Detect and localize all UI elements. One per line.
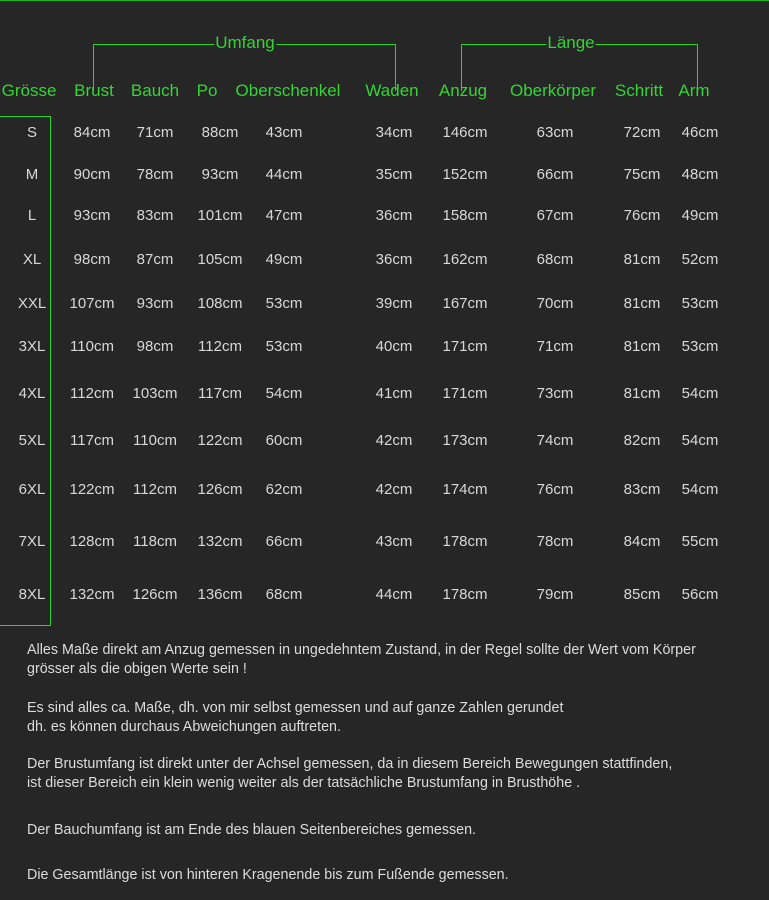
- measure-cell-bauch: 93cm: [136, 295, 174, 312]
- measure-cell-oberkoerper: 68cm: [536, 251, 574, 268]
- measure-cell-po: 105cm: [197, 251, 243, 268]
- measure-cell-bauch: 83cm: [136, 207, 174, 224]
- note-line: dh. es können durchaus Abweichungen auftreten.: [27, 719, 341, 735]
- measure-cell-waden: 44cm: [375, 586, 413, 603]
- measure-cell-anzug: 162cm: [442, 251, 488, 268]
- laenge-group-label: Länge: [547, 33, 595, 52]
- measure-cell-oberkoerper: 71cm: [536, 338, 574, 355]
- measure-cell-brust: 117cm: [70, 432, 114, 449]
- note-line: Der Brustumfang ist direkt unter der Achsel gemessen, da in diesem Bereich Bewegungen stattfinden,: [27, 756, 673, 772]
- measure-cell-po: 132cm: [197, 533, 243, 550]
- measure-cell-schritt: 82cm: [623, 432, 661, 449]
- measure-cell-brust: 90cm: [73, 166, 111, 183]
- measure-cell-anzug: 171cm: [442, 338, 488, 355]
- measure-cell-bauch: 87cm: [136, 251, 174, 268]
- measure-cell-bauch: 110cm: [133, 432, 177, 449]
- measure-cell-brust: 122cm: [69, 481, 115, 498]
- size-label: S: [26, 124, 38, 141]
- measure-cell-bauch: 126cm: [132, 586, 178, 603]
- measure-cell-oberkoerper: 79cm: [536, 586, 574, 603]
- measure-cell-brust: 112cm: [70, 385, 114, 402]
- measure-cell-schritt: 84cm: [623, 533, 661, 550]
- measure-cell-bauch: 103cm: [132, 385, 178, 402]
- measure-cell-bauch: 78cm: [136, 166, 174, 183]
- measure-cell-oberschenkel: 66cm: [265, 533, 303, 550]
- measure-cell-oberschenkel: 54cm: [265, 385, 303, 402]
- measure-cell-schritt: 83cm: [623, 481, 661, 498]
- measure-cell-brust: 132cm: [69, 586, 115, 603]
- note-paragraph: [27, 755, 762, 793]
- measure-cell-oberkoerper: 76cm: [536, 481, 574, 498]
- umfang-group-label: Umfang: [215, 33, 275, 52]
- measure-cell-arm: 53cm: [681, 338, 719, 355]
- size-label: XL: [22, 251, 42, 268]
- measure-cell-brust: 98cm: [73, 251, 111, 268]
- size-label: 5XL: [18, 432, 46, 449]
- header-oberkoerper: Oberkörper: [510, 81, 596, 100]
- measure-cell-brust: 128cm: [69, 533, 115, 550]
- header-brust: Brust: [74, 81, 114, 100]
- measure-cell-anzug: 173cm: [442, 432, 488, 449]
- note-line: Alles Maße direkt am Anzug gemessen in ungedehntem Zustand, in der Regel sollte der Wert vom Körper: [27, 642, 696, 658]
- note-line: grösser als die obigen Werte sein !: [27, 661, 247, 677]
- measure-cell-oberschenkel: 47cm: [265, 207, 303, 224]
- measure-cell-po: 126cm: [197, 481, 243, 498]
- measure-cell-oberkoerper: 78cm: [536, 533, 574, 550]
- measure-cell-bauch: 112cm: [133, 481, 177, 498]
- measure-cell-oberschenkel: 44cm: [265, 166, 303, 183]
- measure-cell-oberkoerper: 63cm: [536, 124, 574, 141]
- measure-cell-oberkoerper: 67cm: [536, 207, 574, 224]
- measure-cell-schritt: 81cm: [623, 251, 661, 268]
- measure-cell-anzug: 178cm: [442, 586, 488, 603]
- note-line: Es sind alles ca. Maße, dh. von mir selbst gemessen und auf ganze Zahlen gerundet: [27, 700, 564, 716]
- measure-cell-oberkoerper: 66cm: [536, 166, 574, 183]
- measure-cell-bauch: 98cm: [136, 338, 174, 355]
- measure-cell-waden: 34cm: [375, 124, 413, 141]
- measure-cell-oberschenkel: 68cm: [265, 586, 303, 603]
- measure-cell-arm: 54cm: [681, 481, 719, 498]
- note-paragraph: [27, 641, 762, 679]
- measure-cell-brust: 110cm: [70, 338, 114, 355]
- measure-cell-schritt: 85cm: [623, 586, 661, 603]
- header-po: Po: [196, 81, 218, 100]
- size-label: XXL: [17, 295, 47, 312]
- measure-cell-po: 108cm: [197, 295, 243, 312]
- measure-cell-arm: 56cm: [681, 586, 719, 603]
- measure-cell-brust: 107cm: [69, 295, 115, 312]
- measure-cell-oberschenkel: 62cm: [265, 481, 303, 498]
- header-waden: Waden: [365, 81, 419, 100]
- note-paragraph: [27, 699, 762, 737]
- measure-cell-brust: 84cm: [73, 124, 111, 141]
- header-anzug: Anzug: [438, 81, 488, 100]
- measure-cell-anzug: 158cm: [442, 207, 488, 224]
- measure-cell-arm: 46cm: [681, 124, 719, 141]
- note-line: Der Bauchumfang ist am Ende des blauen Seitenbereiches gemessen.: [27, 822, 477, 838]
- size-label: 7XL: [18, 533, 46, 550]
- measure-cell-anzug: 167cm: [442, 295, 488, 312]
- measure-cell-schritt: 76cm: [623, 207, 661, 224]
- measure-cell-arm: 54cm: [681, 432, 719, 449]
- header-oberschenkel: Oberschenkel: [235, 81, 341, 100]
- measure-cell-anzug: 152cm: [442, 166, 488, 183]
- measure-cell-schritt: 81cm: [623, 295, 661, 312]
- measure-cell-anzug: 146cm: [442, 124, 488, 141]
- measure-cell-oberschenkel: 60cm: [265, 432, 303, 449]
- measure-cell-waden: 35cm: [375, 166, 413, 183]
- header-arm: Arm: [678, 81, 710, 100]
- note-paragraph: [27, 866, 762, 885]
- size-label: 8XL: [18, 586, 46, 603]
- size-label: M: [25, 166, 39, 183]
- measure-cell-po: 136cm: [197, 586, 243, 603]
- measure-cell-oberkoerper: 70cm: [536, 295, 574, 312]
- measure-cell-arm: 53cm: [681, 295, 719, 312]
- top-border-line: [0, 0, 769, 1]
- header-schritt: Schritt: [614, 81, 664, 100]
- measure-cell-waden: 41cm: [375, 385, 413, 402]
- measure-cell-po: 93cm: [201, 166, 239, 183]
- measure-cell-oberkoerper: 74cm: [536, 432, 574, 449]
- size-label: 6XL: [18, 481, 46, 498]
- measure-cell-waden: 42cm: [375, 481, 413, 498]
- measure-cell-po: 101cm: [197, 207, 243, 224]
- measure-cell-anzug: 171cm: [442, 385, 488, 402]
- measure-cell-waden: 39cm: [375, 295, 413, 312]
- measure-cell-oberschenkel: 49cm: [265, 251, 303, 268]
- measure-cell-oberschenkel: 53cm: [265, 338, 303, 355]
- measure-cell-waden: 40cm: [375, 338, 413, 355]
- measure-cell-waden: 36cm: [375, 251, 413, 268]
- note-paragraph: [27, 821, 762, 840]
- measure-cell-oberschenkel: 43cm: [265, 124, 303, 141]
- measure-cell-bauch: 118cm: [133, 533, 177, 550]
- measure-cell-schritt: 75cm: [623, 166, 661, 183]
- measure-cell-po: 88cm: [201, 124, 239, 141]
- measure-cell-arm: 48cm: [681, 166, 719, 183]
- measure-cell-po: 122cm: [197, 432, 243, 449]
- measure-cell-anzug: 178cm: [442, 533, 488, 550]
- note-line: ist dieser Bereich ein klein wenig weiter als der tatsächliche Brustumfang in Brusthöhe .: [27, 775, 581, 791]
- measure-cell-po: 112cm: [198, 338, 242, 355]
- size-label: 4XL: [18, 385, 46, 402]
- measure-cell-waden: 43cm: [375, 533, 413, 550]
- measure-cell-oberschenkel: 53cm: [265, 295, 303, 312]
- measure-cell-schritt: 81cm: [623, 338, 661, 355]
- measure-cell-po: 117cm: [198, 385, 242, 402]
- measure-cell-waden: 36cm: [375, 207, 413, 224]
- measure-cell-waden: 42cm: [375, 432, 413, 449]
- measure-cell-oberkoerper: 73cm: [536, 385, 574, 402]
- measure-cell-bauch: 71cm: [136, 124, 174, 141]
- size-label: 3XL: [18, 338, 46, 355]
- size-label: L: [27, 207, 37, 224]
- measure-cell-schritt: 72cm: [623, 124, 661, 141]
- measure-cell-arm: 49cm: [681, 207, 719, 224]
- measure-cell-schritt: 81cm: [623, 385, 661, 402]
- measure-cell-arm: 54cm: [681, 385, 719, 402]
- measure-cell-arm: 52cm: [681, 251, 719, 268]
- header-bauch: Bauch: [130, 81, 180, 100]
- measure-cell-brust: 93cm: [73, 207, 111, 224]
- header-groesse: Grösse: [1, 81, 57, 100]
- note-line: Die Gesamtlänge ist von hinteren Kragenende bis zum Fußende gemessen.: [27, 867, 509, 883]
- measure-cell-anzug: 174cm: [442, 481, 488, 498]
- measure-cell-arm: 55cm: [681, 533, 719, 550]
